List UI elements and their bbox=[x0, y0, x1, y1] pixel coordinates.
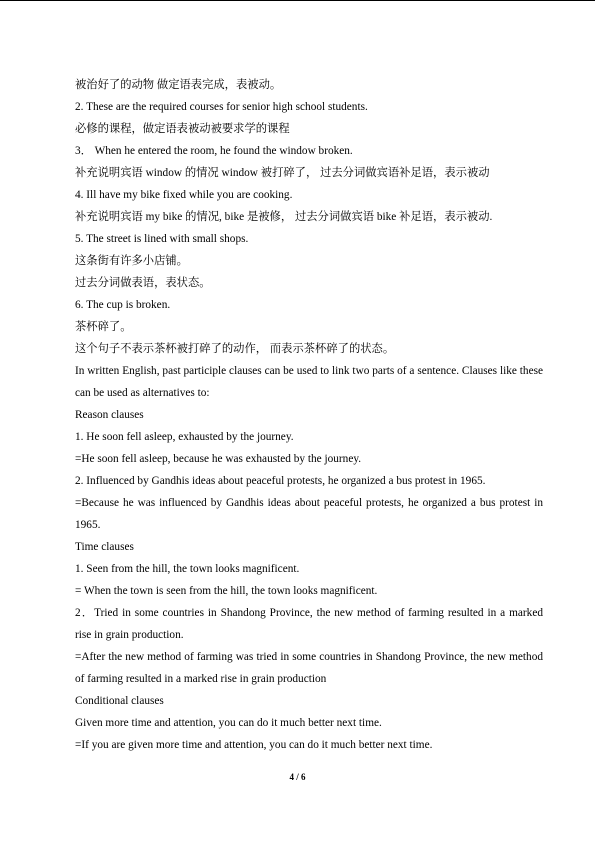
example-sentence: 2. Influenced by Gandhis ideas about peaceful protests, he organized a bus protest in 1965. bbox=[75, 475, 486, 487]
text-line: 茶杯碎了。 bbox=[75, 321, 132, 333]
page-number: 4 / 6 bbox=[289, 772, 306, 782]
example-equivalent: =After the new method of farming was tried in some countries in Shandong Province, the new method of farming resulted in a marked rise in grain production bbox=[75, 651, 543, 685]
text-line: 补充说明宾语 window 的情况 window 被打碎了， 过去分词做宾语补足语，表示被动 bbox=[75, 167, 490, 179]
text-line: 这条街有许多小店铺。 bbox=[75, 255, 188, 267]
text-line: 5. The street is lined with small shops. bbox=[75, 233, 249, 245]
text-line: 补充说明宾语 my bike 的情况, bike 是被修， 过去分词做宾语 bike 补足语，表示被动. bbox=[75, 211, 493, 223]
text-line: 6. The cup is broken. bbox=[75, 299, 171, 311]
text-line: 4. Ill have my bike fixed while you are cooking. bbox=[75, 189, 293, 201]
text-line: 被治好了的动物 做定语表完成，表被动。 bbox=[75, 79, 282, 91]
example-sentence: 2．Tried in some countries in Shandong Province, the new method of farming resulted in a marked rise in grain production. bbox=[75, 607, 543, 641]
example-equivalent: =Because he was influenced by Gandhis ideas about peaceful protests, he organized a bus protest in 1965. bbox=[75, 497, 543, 531]
text-line: 3． When he entered the room, he found the window broken. bbox=[75, 145, 353, 157]
section-heading-reason: Reason clauses bbox=[75, 409, 144, 421]
text-line: 2. These are the required courses for senior high school students. bbox=[75, 101, 368, 113]
example-equivalent: =He soon fell asleep, because he was exhausted by the journey. bbox=[75, 453, 362, 465]
section-heading-conditional: Conditional clauses bbox=[75, 695, 164, 707]
example-equivalent: =If you are given more time and attention, you can do it much better next time. bbox=[75, 739, 433, 751]
text-line: 这个句子不表示茶杯被打碎了的动作， 而表示茶杯碎了的状态。 bbox=[75, 343, 395, 355]
text-line: 必修的课程，做定语表被动被要求学的课程 bbox=[75, 123, 290, 135]
example-equivalent: = When the town is seen from the hill, the town looks magnificent. bbox=[75, 585, 378, 597]
section-heading-time: Time clauses bbox=[75, 541, 134, 553]
text-line: 过去分词做表语，表状态。 bbox=[75, 277, 211, 289]
example-sentence: Given more time and attention, you can do it much better next time. bbox=[75, 717, 382, 729]
page-body bbox=[75, 74, 543, 756]
example-sentence: 1. Seen from the hill, the town looks magnificent. bbox=[75, 563, 300, 575]
example-sentence: 1. He soon fell asleep, exhausted by the journey. bbox=[75, 431, 294, 443]
header-rule bbox=[0, 0, 595, 1]
paragraph-written-english: In written English, past participle clauses can be used to link two parts of a sentence. Clauses like these can be used as alternatives to: bbox=[75, 365, 543, 399]
